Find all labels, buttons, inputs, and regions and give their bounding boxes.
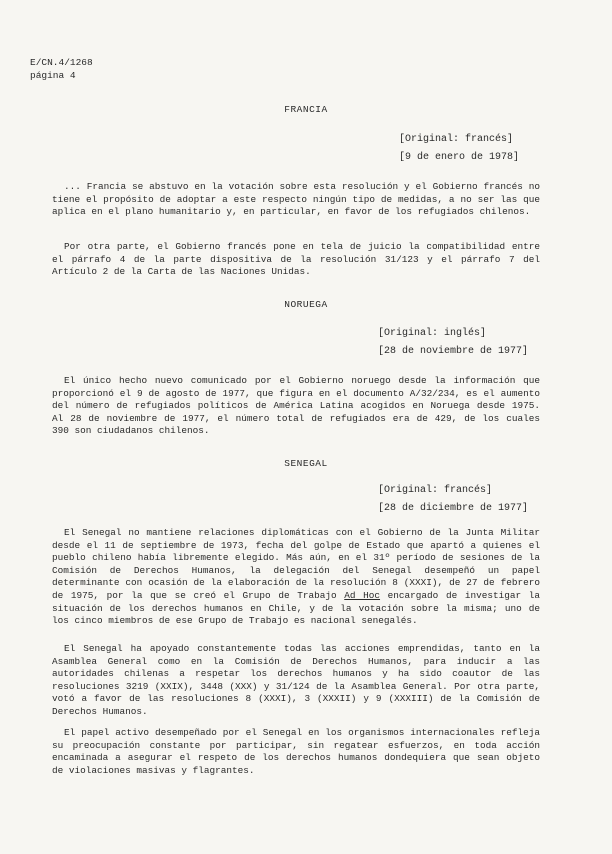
- paragraph-senegal-3: El papel activo desempeñado por el Senegal en los organismos internacionales refleja su preocupación constante por participar, sin regatear esfuerzos, en toda acción encaminada a asegurar el respeto de los derechos humanos dondequiera que sean objeto de violaciones masivas y flagrantes.: [52, 727, 540, 776]
- original-language-noruega: [Original: inglés]: [378, 328, 487, 339]
- paragraph-noruega-1: El único hecho nuevo comunicado por el Gobierno noruego desde la información que proporcionó el 9 de agosto de 1977, que figura en el documento A/32/234, es el aumento del número de refugiados políticos de América Latina acogidos en Noruega desde 1975. Al 28 de noviembre de 1977, el número total de refugiados era de 429, de los cuales 390 son ciudadanos chilenos.: [52, 375, 540, 437]
- paragraph-francia-1: ... Francia se abstuvo en la votación sobre esta resolución y el Gobierno francés no tiene el propósito de adoptar a este respecto ningún tipo de medidas, a no ser las que aplica en el plano humanitario y, en particular, en favor de los refugiados chilenos.: [52, 181, 540, 218]
- paragraph-francia-2: Por otra parte, el Gobierno francés pone en tela de juicio la compatibilidad entre el párrafo 4 de la parte dispositiva de la resolución 31/123 y el párrafo 7 del Artículo 2 de la Carta de las Naciones Unidas.: [52, 241, 540, 278]
- paragraph-senegal-1-part-b: encargado de investigar la situación de los derechos humanos en Chile, y de la votación sobre la misma; uno de los cinco miembros de ese Grupo de Trabajo es nacional senegalés.: [52, 589, 541, 627]
- paragraph-senegal-2: El Senegal ha apoyado constantemente todas las acciones emprendidas, tanto en la Asamblea General como en la Comisión de Derechos Humanos, para inducir a las autoridades chilenas a respetar los derechos humanos y ha sido coautor de las resoluciones 3219 (XXIX), 3448 (XXX) y 31/124 de la Asamblea General. Por otra parte, votó a favor de las resoluciones 8 (XXXI), 3 (XXXII) y 9 (XXXIII) de la Comisión de Derechos Humanos.: [52, 643, 540, 717]
- original-language-francia: [Original: francés]: [399, 134, 514, 145]
- original-language-senegal: [Original: francés]: [378, 485, 493, 496]
- heading-senegal: SENEGAL: [284, 458, 328, 469]
- heading-francia: FRANCIA: [284, 104, 328, 115]
- date-francia: [9 de enero de 1978]: [399, 152, 520, 163]
- ad-hoc-term: Ad Hoc: [344, 589, 381, 601]
- document-symbol: E/CN.4/1268: [30, 57, 93, 68]
- date-noruega: [28 de noviembre de 1977]: [378, 346, 529, 357]
- paragraph-senegal-1: [52, 527, 540, 628]
- heading-noruega: NORUEGA: [284, 299, 328, 310]
- page-number: página 4: [30, 70, 76, 81]
- date-senegal: [28 de diciembre de 1977]: [378, 503, 529, 514]
- document-reference: [30, 56, 93, 82]
- paragraph-senegal-1-part-a: El Senegal no mantiene relaciones diplomáticas con el Gobierno de la Junta Militar desde el 11 de septiembre de 1973, fecha del golpe de Estado que apartó a quienes el pueblo chileno había libremente elegido. Más aún, en el 31º período de sesiones de la Comisión de Derechos Humanos, la delegación del Senegal desempeñó un papel determinante con ocasión de la elaboración de la resolución 8 (XXXI), de 27 de febrero de 1975, por la que se creó el Grupo de Trabajo: [52, 527, 540, 601]
